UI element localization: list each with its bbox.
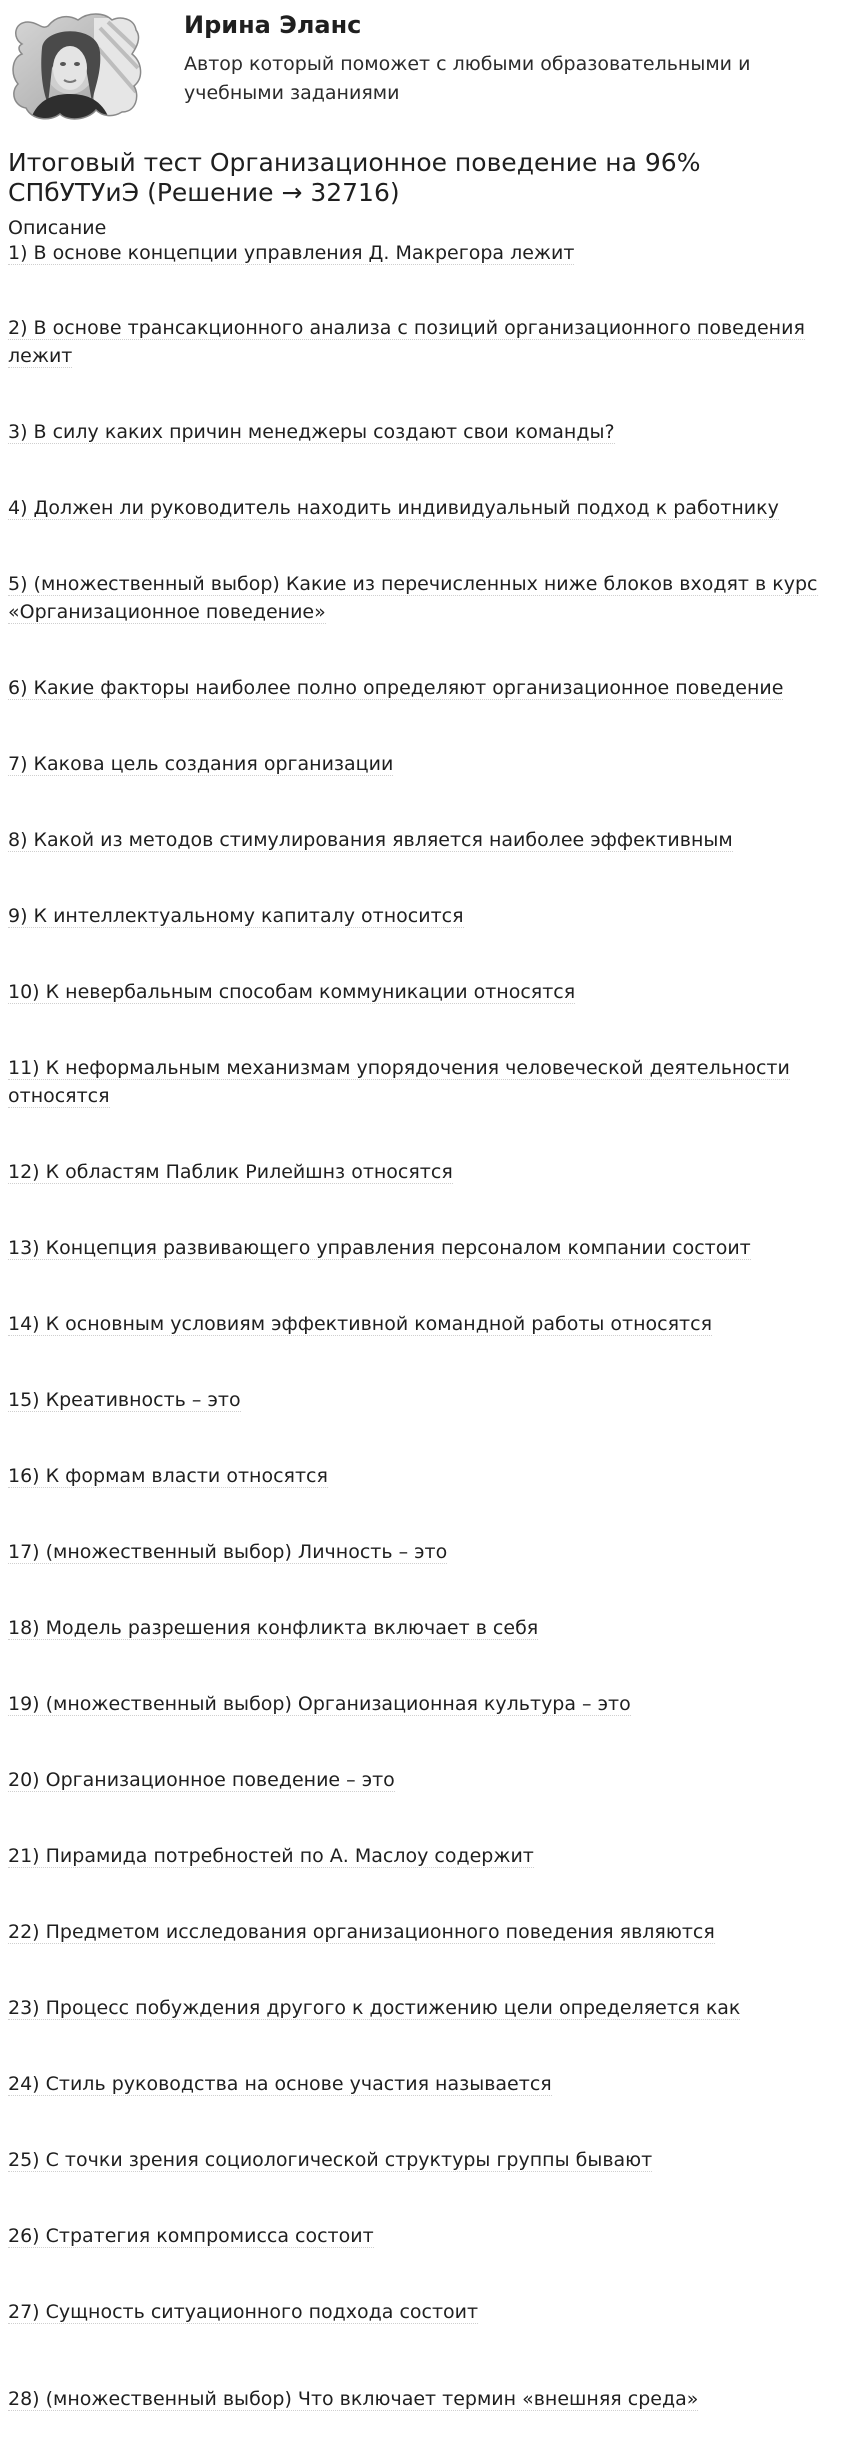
question-item bbox=[8, 1766, 838, 1794]
question-text: 14) К основным условиям эффективной командной работы относятся bbox=[8, 1313, 712, 1335]
question-text: 20) Организационное поведение – это bbox=[8, 1769, 395, 1791]
question-item bbox=[8, 2146, 838, 2174]
question-item bbox=[8, 978, 838, 1006]
question-text: 17) (множественный выбор) Личность – это bbox=[8, 1541, 448, 1563]
question-text: 22) Предметом исследования организационного поведения являются bbox=[8, 1921, 715, 1943]
question-text: 18) Модель разрешения конфликта включает в себя bbox=[8, 1617, 539, 1639]
question-text: 9) К интеллектуальному капиталу относится bbox=[8, 905, 464, 927]
question-item bbox=[8, 1462, 838, 1490]
question-text: 10) К невербальным способам коммуникации относятся bbox=[8, 981, 576, 1003]
question-item bbox=[8, 826, 838, 854]
question-text: 6) Какие факторы наиболее полно определяют организационное поведение bbox=[8, 677, 784, 699]
description-label: Описание bbox=[8, 217, 107, 239]
question-item bbox=[8, 1842, 838, 1870]
question-item bbox=[8, 1234, 838, 1262]
question-text: 23) Процесс побуждения другого к достижению цели определяется как bbox=[8, 1997, 741, 2019]
question-item bbox=[8, 239, 838, 267]
question-text: 11) К неформальным механизмам упорядочения человеческой деятельности относятся bbox=[8, 1057, 790, 1107]
question-text: 15) Креативность – это bbox=[8, 1389, 241, 1411]
question-item bbox=[8, 2298, 838, 2326]
question-text: 12) К областям Паблик Рилейшнз относятся bbox=[8, 1161, 453, 1183]
question-text: 16) К формам власти относятся bbox=[8, 1465, 328, 1487]
question-text: 4) Должен ли руководитель находить индивидуальный подход к работнику bbox=[8, 497, 779, 519]
question-text: 24) Стиль руководства на основе участия называется bbox=[8, 2073, 552, 2095]
question-item bbox=[8, 1538, 838, 1566]
question-item bbox=[8, 1614, 838, 1642]
question-item bbox=[8, 1054, 838, 1110]
question-item bbox=[8, 2222, 838, 2250]
author-card bbox=[0, 0, 847, 140]
question-item bbox=[8, 1386, 838, 1414]
question-text: 1) В основе концепции управления Д. Макрегора лежит bbox=[8, 242, 575, 264]
question-text: 3) В силу каких причин менеджеры создают свои команды? bbox=[8, 421, 615, 443]
question-item bbox=[8, 1918, 838, 1946]
question-item bbox=[8, 1690, 838, 1718]
author-description: Автор который поможет с любыми образовательными и учебными заданиями bbox=[184, 53, 751, 104]
question-text: 5) (множественный выбор) Какие из перечисленных ниже блоков входят в курс «Организационное поведение» bbox=[8, 573, 818, 623]
author-avatar[interactable] bbox=[8, 8, 148, 128]
question-item bbox=[8, 314, 838, 370]
question-text: 8) Какой из методов стимулирования является наиболее эффективным bbox=[8, 829, 733, 851]
question-item bbox=[8, 1158, 838, 1186]
question-text: 27) Сущность ситуационного подхода состоит bbox=[8, 2301, 479, 2323]
question-item bbox=[8, 750, 838, 778]
question-item bbox=[8, 674, 838, 702]
question-text: 21) Пирамида потребностей по А. Маслоу содержит bbox=[8, 1845, 534, 1867]
question-item bbox=[8, 902, 838, 930]
question-item bbox=[8, 494, 838, 522]
question-item bbox=[8, 2385, 838, 2413]
question-item bbox=[8, 570, 838, 626]
question-item bbox=[8, 1994, 838, 2022]
question-text: 13) Концепция развивающего управления персоналом компании состоит bbox=[8, 1237, 751, 1259]
question-item bbox=[8, 1310, 838, 1338]
question-text: 28) (множественный выбор) Что включает термин «внешняя среда» bbox=[8, 2388, 699, 2410]
question-text: 7) Какова цель создания организации bbox=[8, 753, 394, 775]
document-title: Итоговый тест Организационное поведение на 96% СПбУТУиЭ (Решение → 32716) bbox=[8, 148, 701, 207]
author-name[interactable]: Ирина Эланс bbox=[184, 11, 362, 39]
question-text: 19) (множественный выбор) Организационная культура – это bbox=[8, 1693, 631, 1715]
question-text: 2) В основе трансакционного анализа с позиций организационного поведения лежит bbox=[8, 317, 805, 367]
question-item bbox=[8, 418, 838, 446]
question-text: 26) Стратегия компромисса состоит bbox=[8, 2225, 374, 2247]
question-text: 25) С точки зрения социологической структуры группы бывают bbox=[8, 2149, 653, 2171]
question-item bbox=[8, 2070, 838, 2098]
